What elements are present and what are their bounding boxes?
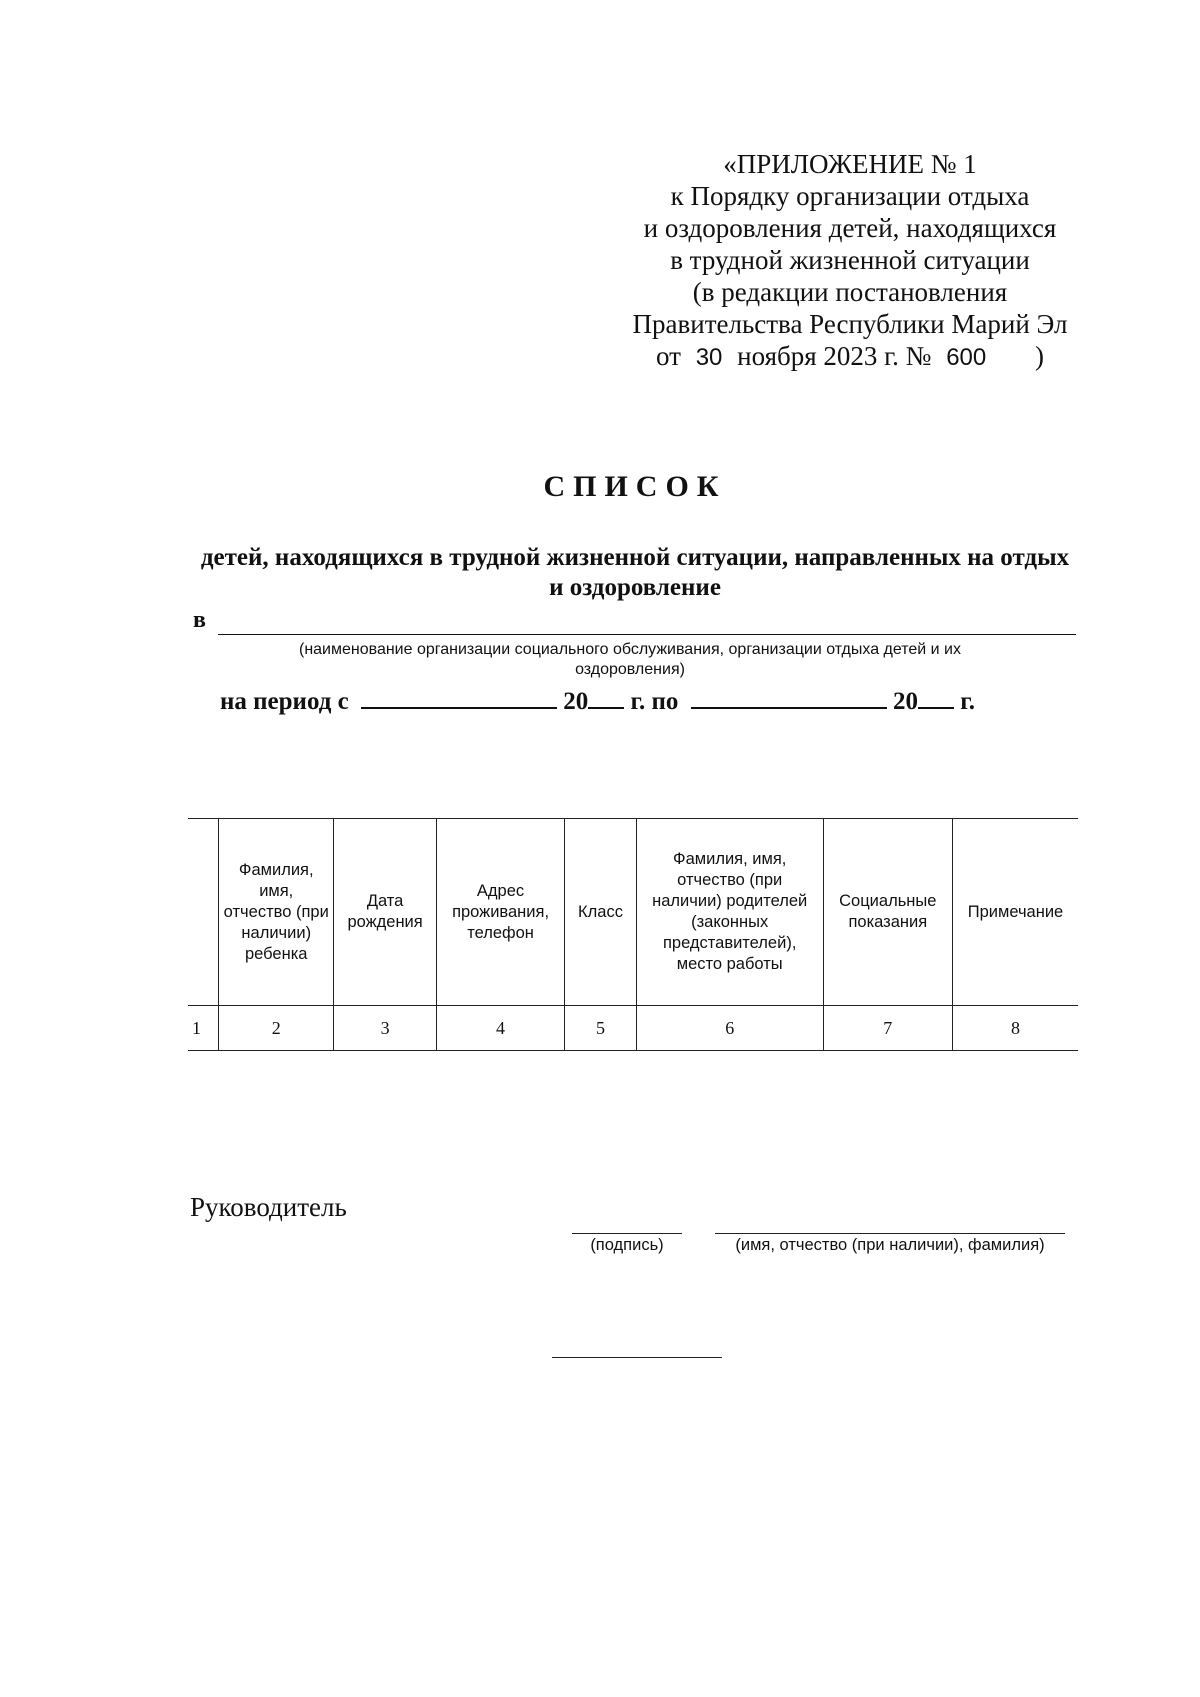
header-cell-social: Социальные показания: [823, 819, 952, 1006]
column-number-cell: 7: [823, 1006, 952, 1051]
period-suffix: г.: [960, 688, 975, 715]
appendix-line: к Порядку организации отдыха: [670, 181, 1030, 211]
decree-date-text: ноября 2023 г. №: [737, 341, 932, 371]
appendix-line: в трудной жизненной ситуации: [670, 245, 1030, 275]
appendix-line: «ПРИЛОЖЕНИЕ № 1: [723, 149, 977, 179]
org-name-hint: (наименование организации социального обслуживания, организации отдыха детей и их оздоровления): [298, 641, 961, 678]
period-end-year-blank[interactable]: [918, 687, 954, 709]
appendix-header: [600, 148, 1100, 374]
signature-blank[interactable]: [572, 1233, 682, 1234]
header-cell-number: [188, 819, 219, 1006]
full-name-hint: (имя, отчество (при наличии), фамилия): [735, 1236, 1045, 1254]
header-cell-note: Примечание: [953, 819, 1079, 1006]
column-number-cell: 2: [219, 1006, 334, 1051]
table-header-row: [188, 819, 1078, 1006]
column-number-cell: 8: [953, 1006, 1079, 1051]
header-cell-birth-date: Дата рождения: [334, 819, 437, 1006]
period-start-year-blank[interactable]: [588, 687, 624, 709]
head-label: Руководитель: [190, 1192, 347, 1222]
column-number-cell: 4: [436, 1006, 564, 1051]
table-row: [188, 1006, 1078, 1051]
appendix-line: Правительства Республики Марий Эл: [632, 309, 1068, 339]
period-year-prefix-end: 20: [892, 688, 918, 715]
children-list-table: [188, 818, 1078, 1051]
period-label: на период с: [220, 688, 349, 715]
period-start-blank[interactable]: [361, 687, 557, 709]
header-cell-address: Адрес проживания, телефон: [436, 819, 564, 1006]
header-cell-child-name: Фамилия, имя, отчество (при наличии) ребенка: [219, 819, 334, 1006]
decree-line: [600, 340, 1100, 374]
period-line: [220, 687, 975, 716]
column-number-cell: 1: [188, 1006, 219, 1051]
appendix-line: и оздоровления детей, находящихся: [643, 213, 1057, 243]
end-divider: [552, 1357, 722, 1358]
full-name-blank[interactable]: [715, 1233, 1065, 1234]
column-number-cell: 5: [565, 1006, 637, 1051]
document-title: СПИСОК: [543, 470, 727, 503]
signature-hint: (подпись): [590, 1236, 664, 1254]
decree-prefix: от: [655, 341, 681, 371]
decree-number: 600: [946, 344, 987, 371]
column-number-cell: 6: [636, 1006, 823, 1051]
decree-day: 30: [695, 344, 723, 371]
decree-close: ): [1035, 341, 1044, 371]
header-cell-parents: Фамилия, имя, отчество (при наличии) родителей (законных представителей), место работы: [636, 819, 823, 1006]
header-cell-class: Класс: [565, 819, 637, 1006]
period-year-prefix-start: 20: [563, 688, 589, 715]
org-prefix: в: [193, 607, 206, 633]
document-subtitle: детей, находящихся в трудной жизненной ситуации, направленных на отдых и оздоровление: [200, 544, 1070, 601]
period-end-blank[interactable]: [691, 687, 887, 709]
column-number-cell: 3: [334, 1006, 437, 1051]
appendix-line: (в редакции постановления: [692, 277, 1008, 307]
org-name-blank[interactable]: [218, 634, 1076, 635]
period-middle: г. по: [630, 688, 679, 715]
